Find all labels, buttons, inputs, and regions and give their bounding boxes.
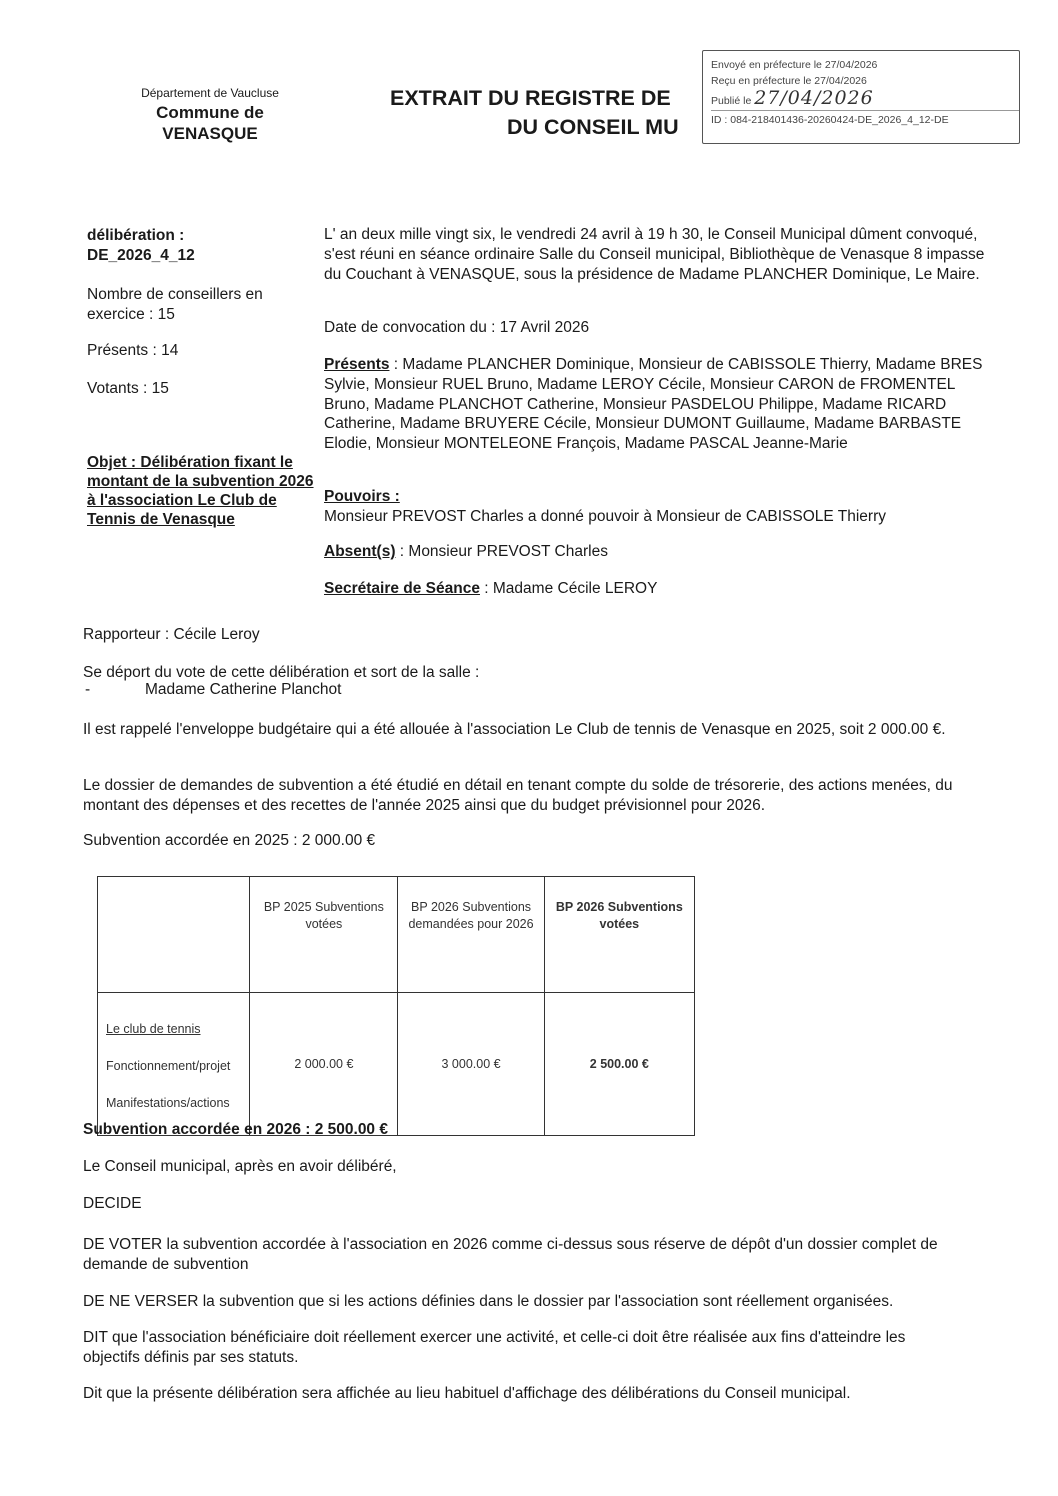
deport-dash: - bbox=[85, 681, 91, 698]
table-header-bp2026-votees: BP 2026 Subventions votées bbox=[544, 877, 694, 993]
header-left bbox=[110, 86, 310, 144]
table-header-bp2026-demandees: BP 2026 Subventions demandées pour 2026 bbox=[398, 877, 544, 993]
absents-paragraph bbox=[324, 542, 989, 562]
dossier-paragraph: Le dossier de demandes de subvention a été étudié en détail en tenant compte du solde de trésorerie, des actions menées, du montant des dépenses et des recettes de l'année 2025 ainsi que du budget prévisionnel pour 2026. bbox=[83, 777, 953, 814]
table-header-empty bbox=[98, 877, 250, 993]
row-label-club: Le club de tennis bbox=[106, 1022, 201, 1036]
secretaire-label: Secrétaire de Séance bbox=[324, 580, 480, 597]
objet: Objet : Délibération fixant le montant de la subvention 2026 à l'association Le Club de Tennis de Venasque bbox=[87, 454, 314, 528]
subvention-2025: Subvention accordée en 2025 : 2 000.00 € bbox=[83, 832, 376, 849]
presents-count: Présents : 14 bbox=[87, 342, 179, 359]
absents-label: Absent(s) bbox=[324, 543, 396, 560]
convocation-date: Date de convocation du : 17 Avril 2026 bbox=[324, 319, 590, 336]
intro-paragraph: L' an deux mille vingt six, le vendredi 24 avril à 19 h 30, le Conseil Municipal dûment convoqué, s'est réuni en séance ordinaire Salle du Conseil municipal, Bibliothèque de Venasque 8 impasse du Couchant à VENASQUE, sous la présidence de Madame PLANCHER Dominique, Le Maire. bbox=[324, 226, 985, 283]
decide-heading: DECIDE bbox=[83, 1195, 142, 1212]
title-line2: DU CONSEIL MU bbox=[507, 115, 679, 140]
deport-text: Se déport du vote de cette délibération et sort de la salle : bbox=[83, 664, 480, 681]
secretaire-text: : Madame Cécile LEROY bbox=[479, 580, 658, 597]
presents-label: Présents bbox=[324, 356, 390, 373]
deliberation-label: délibération : bbox=[87, 227, 185, 244]
stamp-received: Reçu en préfecture le 27/04/2026 bbox=[711, 74, 867, 87]
rapporteur: Rapporteur : Cécile Leroy bbox=[83, 626, 260, 643]
dit-paragraph-2: Dit que la présente délibération sera affichée au lieu habituel d'affichage des délibérations du Conseil municipal. bbox=[83, 1385, 851, 1402]
title-line1: EXTRAIT DU REGISTRE DE bbox=[390, 86, 671, 110]
stamp-id: ID : 084-218401436-20260424-DE_2026_4_12-DE bbox=[711, 110, 1019, 130]
pouvoirs-label: Pouvoirs : bbox=[324, 488, 400, 505]
presents-paragraph bbox=[324, 355, 989, 454]
table-header-row bbox=[98, 877, 695, 993]
votants-count: Votants : 15 bbox=[87, 380, 169, 397]
dit-paragraph-1: DIT que l'association bénéficiaire doit réellement exercer une activité, et celle-ci doit être réalisée aux fins d'atteindre les objectifs définis par ses statuts. bbox=[83, 1329, 906, 1366]
absents-text: : Monsieur PREVOST Charles bbox=[395, 543, 608, 560]
row-label-fonctionnement: Fonctionnement/projet bbox=[106, 1058, 231, 1073]
stamp-sent: Envoyé en préfecture le 27/04/2026 bbox=[711, 59, 878, 71]
stamp-published-label: Publié le bbox=[711, 95, 752, 108]
table-row bbox=[98, 993, 695, 1136]
de-voter-paragraph: DE VOTER la subvention accordée à l'association en 2026 comme ci-dessus sous réserve de dépôt d'un dossier complet de demande de subvention bbox=[83, 1236, 938, 1273]
commune-line2: VENASQUE bbox=[162, 123, 258, 143]
secretaire-paragraph bbox=[324, 579, 989, 599]
deliberation-number: DE_2026_4_12 bbox=[87, 247, 195, 264]
stamp-published-date: 27/04/2026 bbox=[754, 87, 874, 110]
presents-list: : Madame PLANCHER Dominique, Monsieur de CABISSOLE Thierry, Madame BRES Sylvie, Monsieur RUEL Bruno, Madame LEROY Cécile, Monsieur CARON de FROMENTEL Bruno, Madame PLANCHOT Catherine, Monsieur PASDELOU Philippe, Madame RICARD Catherine, Madame BRUYERE Cécile, Monsieur DUMONT Guillaume, Madame BARBASTE Elodie, Monsieur MONTELEONE François, Madame PASCAL Jeanne-Marie bbox=[324, 356, 983, 453]
de-ne-verser-paragraph: DE NE VERSER la subvention que si les actions définies dans le dossier par l'association sont réellement organisées. bbox=[83, 1293, 894, 1310]
pouvoirs-text: Monsieur PREVOST Charles a donné pouvoir à Monsieur de CABISSOLE Thierry bbox=[324, 508, 886, 525]
table-header-bp2025: BP 2025 Subventions votées bbox=[250, 877, 398, 993]
stamp-published bbox=[711, 87, 1019, 110]
deport-name: Madame Catherine Planchot bbox=[145, 681, 342, 698]
department: Département de Vaucluse bbox=[141, 86, 279, 100]
subvention-2026: Subvention accordée en 2026 : 2 500.00 € bbox=[83, 1121, 388, 1138]
table-row-labels bbox=[98, 993, 250, 1136]
conseillers-count: Nombre de conseillers en exercice : 15 bbox=[87, 286, 263, 324]
value-bp2025: 2 000.00 € bbox=[250, 993, 398, 1136]
prefecture-stamp bbox=[702, 50, 1020, 144]
value-bp2026-votees: 2 500.00 € bbox=[544, 993, 694, 1136]
conseil-paragraph: Le Conseil municipal, après en avoir délibéré, bbox=[83, 1158, 397, 1175]
commune-line1: Commune de bbox=[156, 102, 264, 122]
row-label-manifestations: Manifestations/actions bbox=[106, 1095, 230, 1110]
value-bp2026-demandees: 3 000.00 € bbox=[398, 993, 544, 1136]
rappel-paragraph: Il est rappelé l'enveloppe budgétaire qui a été allouée à l'association Le Club de tennis de Venasque en 2025, soit 2 000.00 €. bbox=[83, 721, 946, 738]
subvention-table bbox=[97, 876, 695, 1136]
